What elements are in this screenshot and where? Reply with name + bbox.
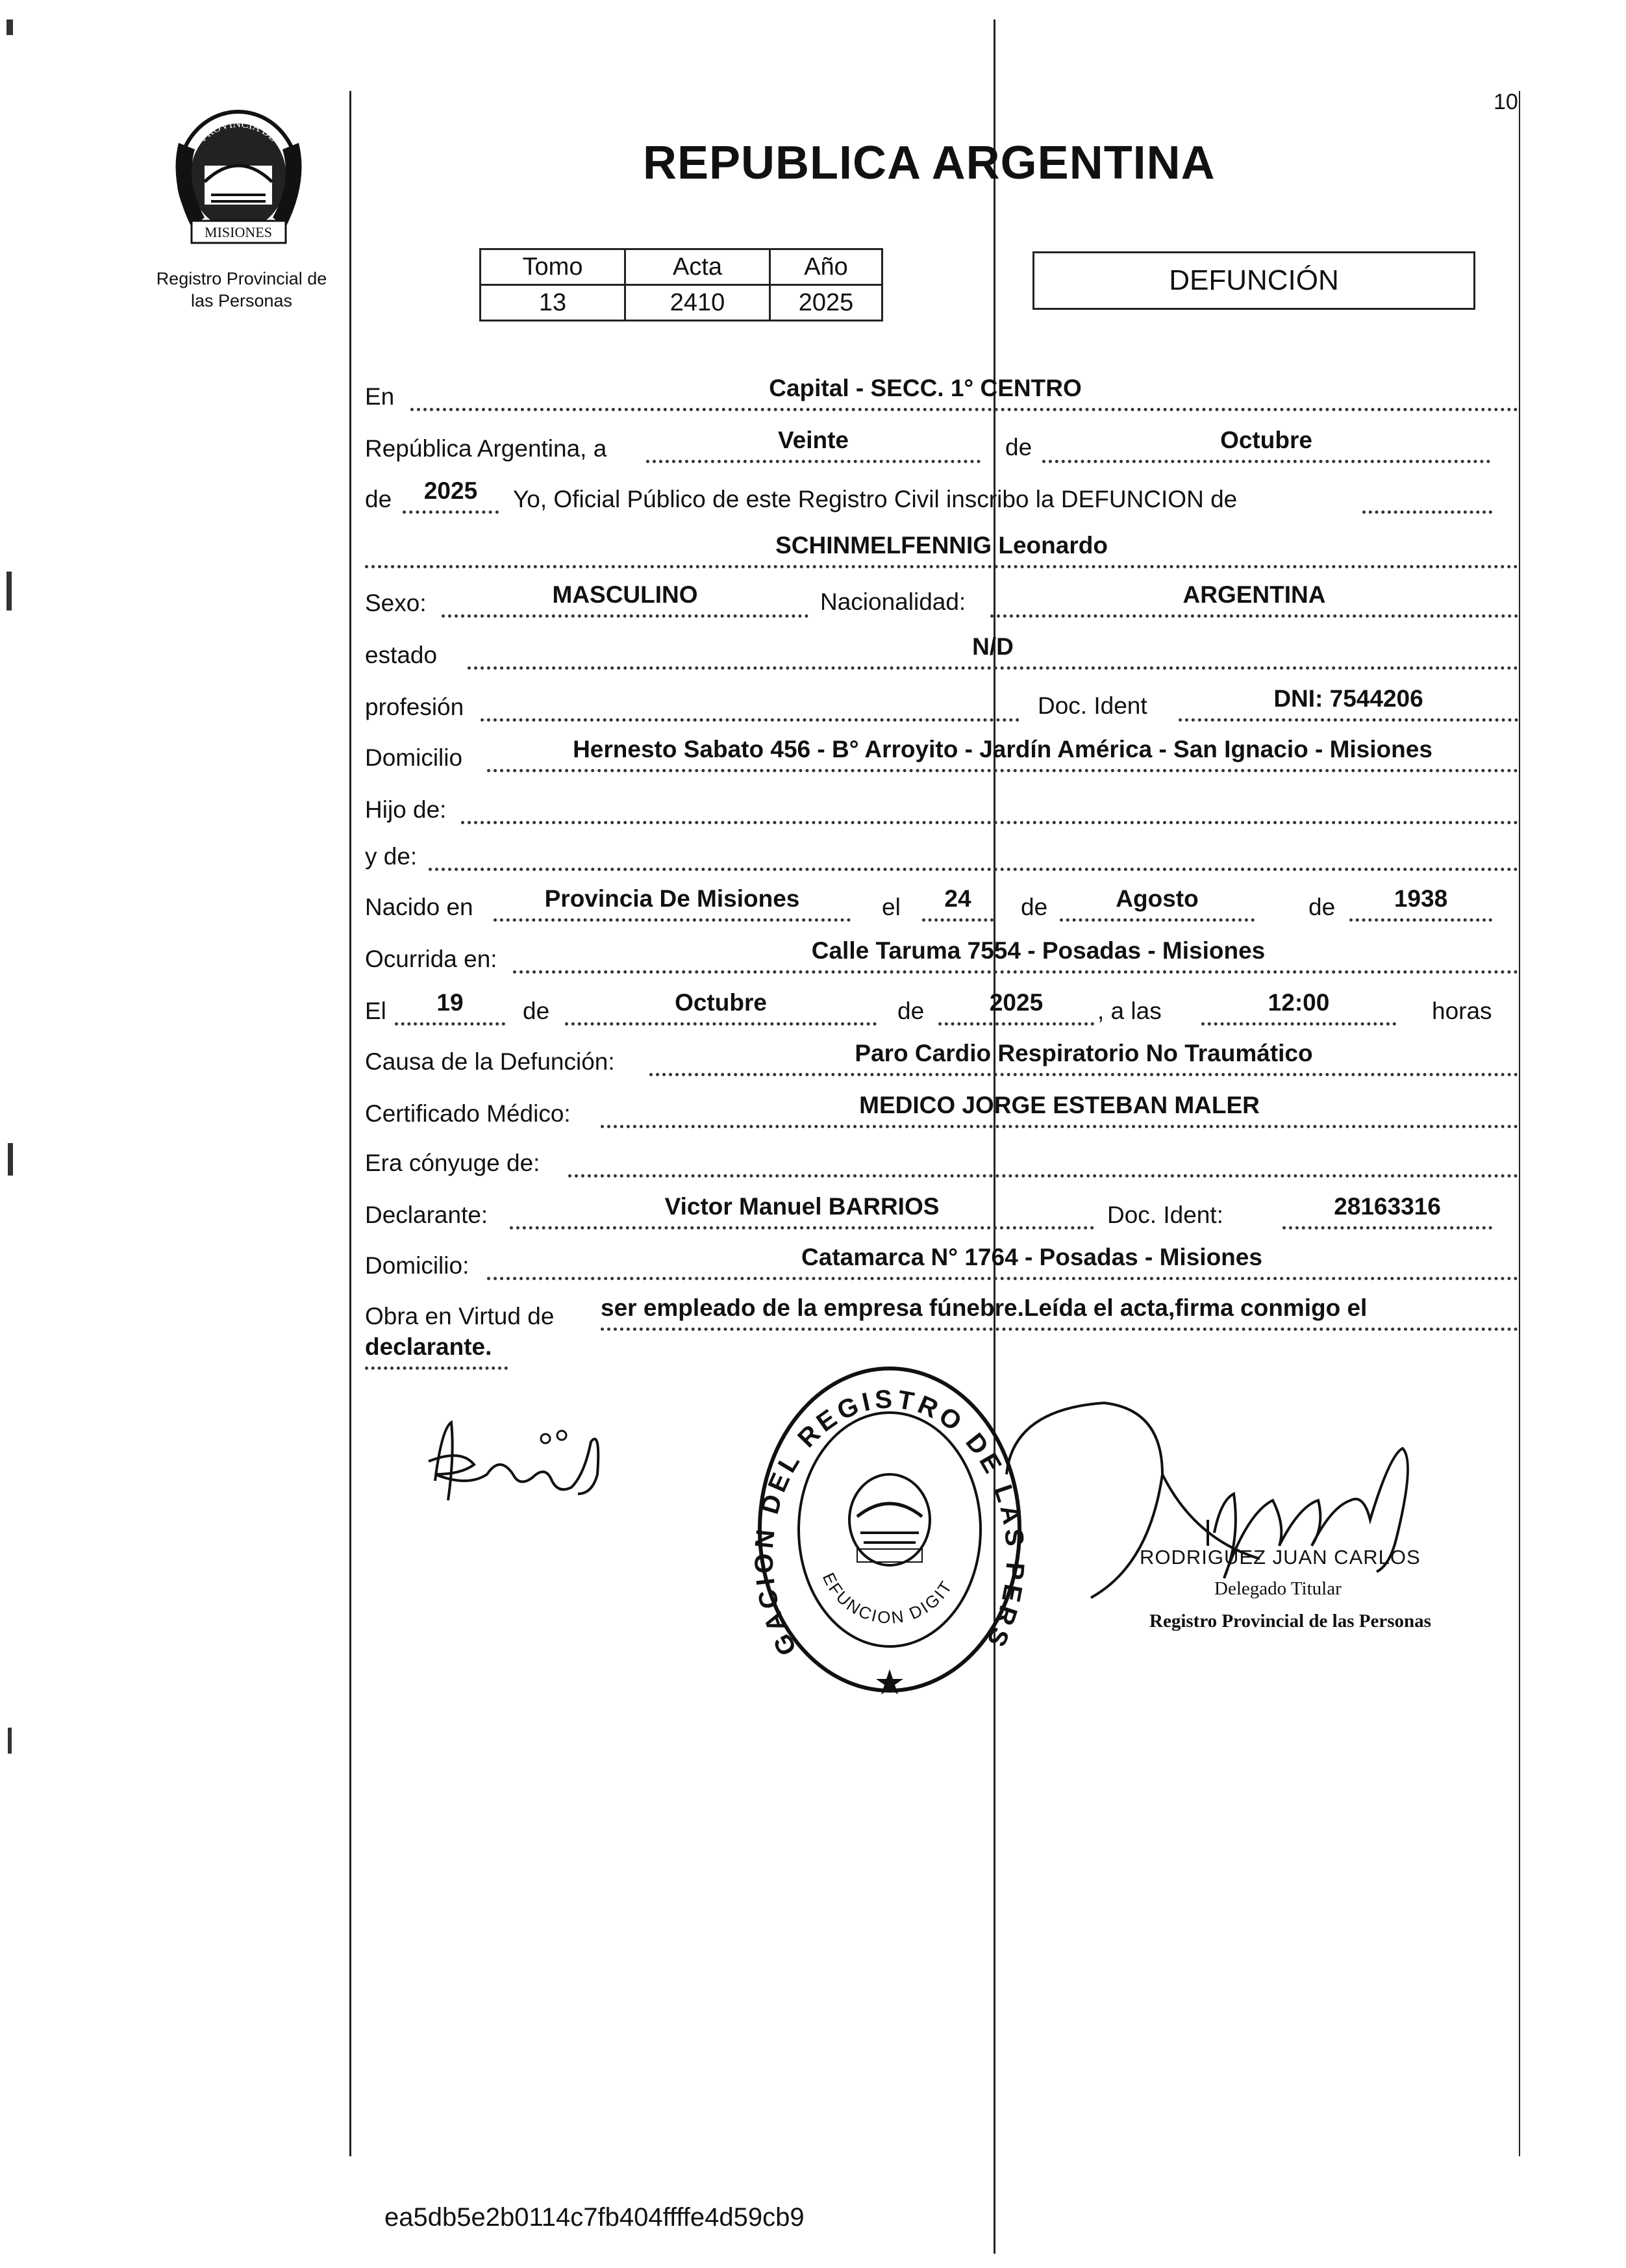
registry-label-line1: Registro Provincial de	[156, 269, 327, 288]
nacido-label: Nacido en	[365, 894, 473, 920]
domicilio-declarante-label: Domicilio:	[365, 1252, 469, 1279]
right-border-line	[1519, 91, 1520, 2156]
certificado-field: MEDICO JORGE ESTEBAN MALER	[601, 1091, 1518, 1128]
record-id-table	[479, 248, 883, 321]
nacionalidad-label: Nacionalidad:	[820, 588, 966, 615]
horas-label: horas	[1432, 998, 1492, 1024]
death-year-field: 2025	[938, 989, 1094, 1026]
yde-field	[429, 834, 1518, 871]
official-role: Delegado Titular	[1214, 1578, 1342, 1599]
nacionalidad-field: ARGENTINA	[990, 581, 1518, 618]
hijo-field	[461, 787, 1518, 824]
acta-header: Acta	[625, 249, 770, 285]
left-border-line	[349, 91, 351, 2156]
svg-text:DELEGACIÓN DEL REGISTRO DE LAS: GACI DEL REGISTRO DE LA ERS	[753, 1385, 1026, 1660]
sexo-label: Sexo:	[365, 590, 427, 616]
causa-label: Causa de la Defunción:	[365, 1048, 615, 1075]
birth-de-label: de	[1021, 894, 1048, 920]
death-de-label: de	[523, 998, 550, 1024]
month-field: Octubre	[1042, 426, 1490, 463]
el-label2: El	[365, 998, 386, 1024]
sexo-field: MASCULINO	[442, 581, 808, 618]
tomo-header: Tomo	[481, 249, 625, 285]
republica-label: República Argentina, a	[365, 435, 607, 462]
ocurrida-field: Calle Taruma 7554 - Posadas - Misiones	[513, 937, 1518, 974]
causa-field: Paro Cardio Respiratorio No Traumático	[649, 1039, 1518, 1076]
anio-value: 2025	[770, 285, 882, 321]
de-label: de	[1005, 434, 1032, 460]
fold-line	[994, 19, 995, 2254]
declarante-field: Victor Manuel BARRIOS	[510, 1192, 1094, 1229]
birth-de2-label: de	[1308, 894, 1336, 920]
anio-header: Año	[770, 249, 882, 285]
svg-text:PROVINCIA DE: PROVINCIA DE	[197, 117, 280, 144]
scan-speck	[8, 1143, 13, 1176]
doc-ident-label: Doc. Ident	[1038, 692, 1147, 719]
death-de2-label: de	[897, 998, 925, 1024]
certificado-label: Certificado Médico:	[365, 1100, 571, 1127]
estado-label: estado	[365, 642, 438, 668]
svg-text:DEFUNCION DIGITAL: EFUNCION DIGIT	[818, 1569, 957, 1628]
tomo-value: 13	[481, 285, 625, 321]
scan-speck	[8, 1728, 12, 1754]
yde-label: y de:	[365, 843, 418, 870]
official-name: RODRIGUEZ JUAN CARLOS	[1140, 1546, 1421, 1569]
estado-field: N/D	[468, 633, 1518, 670]
acta-value: 2410	[625, 285, 770, 321]
obra-field-line2: declarante.	[365, 1333, 508, 1370]
domicilio-field: Hernesto Sabato 456 - B° Arroyito - Jardín América - San Ignacio - Misiones	[487, 735, 1518, 772]
scan-speck	[6, 572, 12, 611]
obra-label: Obra en Virtud de	[365, 1303, 555, 1329]
en-label: En	[365, 383, 395, 410]
declarante-doc-label: Doc. Ident:	[1107, 1202, 1223, 1228]
birth-day-field: 24	[922, 885, 994, 922]
death-month-field: Octubre	[565, 989, 877, 1026]
domicilio-label: Domicilio	[365, 744, 463, 771]
document-title: REPUBLICA ARGENTINA	[643, 137, 1216, 189]
registry-label-line2: las Personas	[190, 291, 293, 310]
conyuge-field	[568, 1140, 1518, 1178]
declarant-signature	[422, 1403, 617, 1517]
year-prefix-label: de	[365, 486, 392, 512]
document-hash: ea5db5e2b0114c7fb404ffffe4d59cb9	[384, 2203, 805, 2232]
misiones-crest-logo	[166, 104, 312, 253]
doc-ident-field: DNI: 7544206	[1179, 685, 1518, 722]
profesion-label: profesión	[365, 694, 464, 720]
deceased-name-field: SCHINMELFENNIG Leonardo	[365, 531, 1518, 568]
ocurrida-label: Ocurrida en:	[365, 946, 497, 972]
inscribe-text: Yo, Oficial Público de este Registro Civil inscribo la DEFUNCION de	[513, 486, 1238, 512]
death-day-field: 19	[395, 989, 505, 1026]
conyuge-label: Era cónyuge de:	[365, 1150, 540, 1176]
birth-year-field: 1938	[1349, 885, 1492, 922]
page-number: 10	[1494, 90, 1518, 114]
birth-month-field: Agosto	[1060, 885, 1255, 922]
obra-field-line1: ser empleado de la empresa fúnebre.Leída el acta,firma conmigo el	[601, 1294, 1518, 1331]
svg-text:MISIONES: MISIONES	[205, 224, 272, 240]
nacido-field: Provincia De Misiones	[494, 885, 851, 922]
document-type-box: DEFUNCIÓN	[1032, 251, 1475, 310]
en-field: Capital - SECC. 1° CENTRO	[410, 374, 1518, 411]
registry-seal	[753, 1361, 1026, 1698]
death-time-field: 12:00	[1201, 989, 1396, 1026]
declarante-label: Declarante:	[365, 1202, 488, 1228]
hijo-label: Hijo de:	[365, 796, 447, 823]
profesion-field	[481, 685, 1019, 722]
day-words-field: Veinte	[646, 426, 981, 463]
official-registry: Registro Provincial de las Personas	[1149, 1611, 1431, 1632]
registry-label	[138, 268, 345, 312]
domicilio-declarante-field: Catamarca N° 1764 - Posadas - Misiones	[487, 1243, 1518, 1280]
inscribe-tail-field	[1362, 477, 1492, 514]
year-field: 2025	[403, 477, 499, 514]
alas-label: , a las	[1097, 998, 1162, 1024]
el-label: el	[882, 894, 901, 920]
scan-speck	[6, 19, 13, 35]
declarante-doc-field: 28163316	[1282, 1192, 1492, 1229]
